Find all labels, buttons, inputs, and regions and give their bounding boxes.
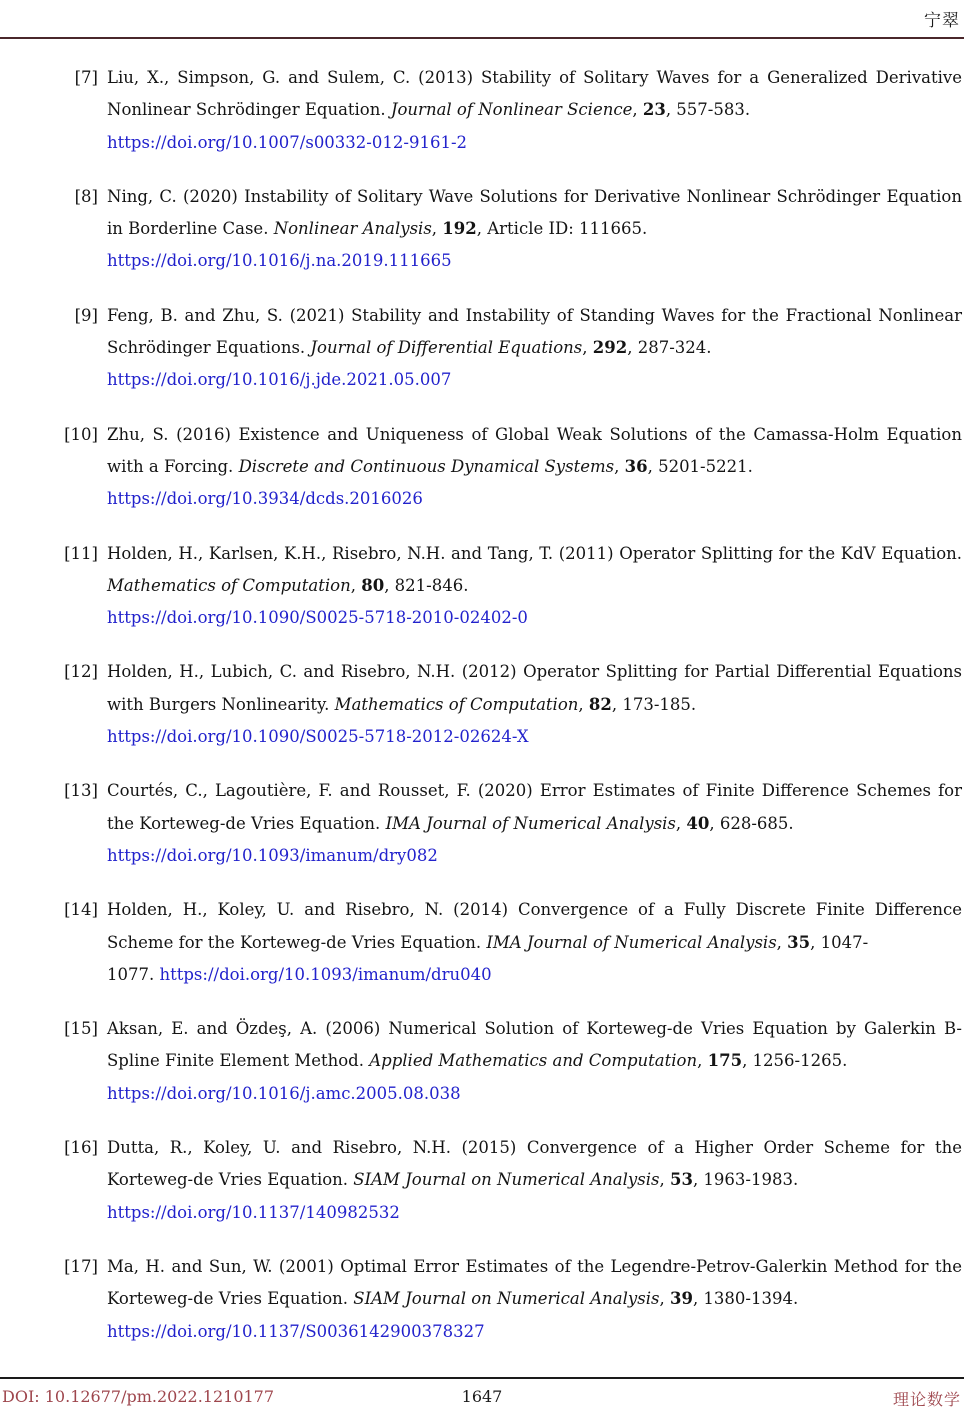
reference-text-segment: , 173-185. — [611, 694, 697, 714]
reference-text-segment: Holden, H., Koley, U. and Risebro, N. (2014) Convergence of a Fully Discrete Finite Difference Scheme for the Korteweg-de Vries Equation. — [107, 900, 962, 952]
page-footer — [0, 1385, 964, 1414]
reference-text-segment: 23 — [642, 100, 666, 120]
reference-text-segment: , 5201-5221. — [647, 456, 753, 476]
reference-text — [107, 419, 962, 516]
reference-text-segment: IMA Journal of Numerical Analysis — [486, 932, 777, 952]
reference-text-segment: , — [776, 932, 788, 952]
reference-text — [107, 538, 962, 635]
reference-item — [54, 181, 962, 278]
reference-label: [15] — [64, 1019, 98, 1039]
reference-text-segment: Nonlinear Analysis — [273, 219, 432, 239]
reference-text-segment: Ma, H. and Sun, W. (2001) Optimal Error Estimates of the Legendre-Petrov-Galerkin Method for the Korteweg-de Vries Equation. — [107, 1256, 962, 1309]
reference-label: [13] — [64, 781, 98, 801]
reference-item — [54, 1132, 962, 1229]
reference-text-segment: Mathematics of Computation — [107, 575, 351, 595]
reference-text-segment: Liu, X., Simpson, G. and Sulem, C. (2013) Stability of Solitary Waves for a Generalized Derivative Nonlinear Schrödinger Equation. — [107, 68, 962, 120]
reference-text-segment: Zhu, S. (2016) Existence and Uniqueness of Global Weak Solutions of the Camassa-Holm Equation with a Forcing. — [107, 424, 962, 476]
reference-text-segment: 40 — [686, 813, 710, 833]
reference-text-segment: , 628-685. — [709, 813, 794, 833]
doi-link[interactable]: https://doi.org/10.1093/imanum/dry082 — [107, 845, 438, 865]
reference-text — [107, 656, 962, 753]
reference-item — [54, 656, 962, 753]
reference-text-segment: , 821-846. — [384, 575, 469, 595]
reference-item — [54, 775, 962, 872]
reference-text-segment: , 1256-1265. — [742, 1051, 848, 1071]
reference-text — [107, 775, 962, 872]
reference-label: [14] — [64, 900, 98, 920]
reference-label: [10] — [64, 424, 98, 444]
reference-text-segment: Ning, C. (2020) Instability of Solitary Wave Solutions for Derivative Nonlinear Schrödinger Equation in Borderline Case. — [107, 186, 962, 239]
doi-link[interactable]: https://doi.org/10.3934/dcds.2016026 — [107, 489, 423, 509]
reference-text-segment: Dutta, R., Koley, U. and Risebro, N.H. (2015) Convergence of a Higher Order Scheme for the Korteweg-de Vries Equation. — [107, 1138, 962, 1190]
running-head-author: 宁翠 — [924, 11, 960, 31]
reference-text-segment: , — [578, 694, 589, 714]
reference-text-segment: SIAM Journal on Numerical Analysis — [353, 1170, 660, 1190]
reference-text-segment: Applied Mathematics and Computation — [369, 1051, 698, 1071]
reference-label: [9] — [74, 305, 98, 325]
reference-text-segment: , — [614, 456, 625, 476]
reference-text-segment: 39 — [669, 1289, 693, 1309]
reference-text-segment: , Article ID: 111665. — [476, 219, 648, 239]
reference-text-segment: , 1047- — [810, 932, 869, 952]
reference-text-segment: Holden, H., Karlsen, K.H., Risebro, N.H. and Tang, T. (2011) Operator Splitting for the KdV Equation. — [107, 543, 962, 563]
reference-text-segment: , 557-583. — [665, 100, 751, 120]
reference-text-segment: , — [431, 219, 443, 239]
reference-text-segment: 175 — [707, 1051, 743, 1071]
reference-text-segment: Journal of Differential Equations — [310, 338, 583, 358]
reference-text-segment: , 1380-1394. — [692, 1289, 799, 1309]
reference-item — [54, 1251, 962, 1348]
doi-link[interactable]: https://doi.org/10.1137/140982532 — [107, 1202, 400, 1222]
reference-text-segment: , 287-324. — [627, 338, 712, 358]
reference-text — [107, 181, 962, 278]
reference-label: [16] — [64, 1138, 98, 1158]
reference-item — [54, 419, 962, 516]
reference-text-segment: , — [697, 1051, 708, 1071]
reference-text — [107, 1013, 962, 1110]
reference-text-segment: 36 — [624, 456, 648, 476]
reference-item — [54, 894, 962, 991]
doi-link[interactable]: https://doi.org/10.1016/j.na.2019.111665 — [107, 251, 452, 271]
reference-text — [107, 300, 962, 397]
reference-text-segment: 192 — [442, 219, 477, 239]
reference-item — [54, 1013, 962, 1110]
reference-text-segment: , — [659, 1170, 670, 1190]
reference-item — [54, 300, 962, 397]
reference-text-segment: 80 — [361, 575, 385, 595]
doi-link[interactable]: https://doi.org/10.1016/j.amc.2005.08.038 — [107, 1083, 461, 1103]
reference-text-segment: , — [632, 100, 643, 120]
doi-link[interactable]: https://doi.org/10.1016/j.jde.2021.05.007 — [107, 370, 452, 390]
reference-text-segment: 35 — [787, 932, 811, 952]
reference-item — [54, 62, 962, 159]
reference-text-segment: Journal of Nonlinear Science — [390, 100, 633, 120]
footer-rule — [0, 1377, 964, 1379]
reference-text-segment: , — [350, 575, 362, 595]
reference-text — [107, 1251, 962, 1348]
footer-page-number: 1647 — [461, 1387, 503, 1406]
doi-link[interactable]: https://doi.org/10.1093/imanum/dru040 — [159, 964, 492, 984]
reference-text-segment: 1077. — [107, 964, 160, 984]
reference-text-segment: Courtés, C., Lagoutière, F. and Rousset, F. (2020) Error Estimates of Finite Difference Schemes for the Korteweg-de Vries Equation. — [107, 781, 962, 833]
doi-link[interactable]: https://doi.org/10.1090/S0025-5718-2012-02624-X — [107, 727, 529, 747]
reference-text-segment: Discrete and Continuous Dynamical Systems — [238, 456, 615, 476]
doi-link[interactable]: https://doi.org/10.1137/S0036142900378327 — [107, 1321, 485, 1341]
reference-text-segment: IMA Journal of Numerical Analysis — [385, 813, 676, 833]
reference-text-segment: 82 — [588, 694, 612, 714]
reference-text-segment: 292 — [592, 338, 628, 358]
reference-label: [11] — [64, 543, 98, 563]
reference-list — [54, 62, 962, 1370]
reference-text-segment: Aksan, E. and Özdeş, A. (2006) Numerical Solution of Korteweg-de Vries Equation by Galerkin B-Spline Finite Element Method. — [107, 1019, 962, 1071]
reference-item — [54, 538, 962, 635]
reference-label: [8] — [74, 186, 98, 206]
reference-text-segment: , — [675, 813, 687, 833]
reference-text-segment: Mathematics of Computation — [334, 694, 579, 714]
reference-text — [107, 1132, 962, 1229]
doi-link[interactable]: https://doi.org/10.1090/S0025-5718-2010-02402-0 — [107, 608, 528, 628]
reference-text-segment: , — [659, 1289, 670, 1309]
reference-text-segment: SIAM Journal on Numerical Analysis — [353, 1289, 660, 1309]
reference-text-segment: , — [582, 338, 593, 358]
reference-text-segment: Holden, H., Lubich, C. and Risebro, N.H. (2012) Operator Splitting for Partial Differential Equations with Burgers Nonlinearity. — [107, 662, 962, 714]
reference-label: [12] — [64, 662, 98, 682]
header-rule — [0, 37, 964, 39]
reference-text — [107, 894, 962, 991]
reference-label: [17] — [64, 1256, 98, 1276]
reference-text-segment: 53 — [669, 1170, 693, 1190]
footer-doi: DOI: 10.12677/pm.2022.1210177 — [2, 1387, 275, 1406]
reference-text — [107, 62, 962, 159]
reference-text-segment: Feng, B. and Zhu, S. (2021) Stability and Instability of Standing Waves for the Fractional Nonlinear Schrödinger Equations. — [107, 305, 962, 358]
reference-text-segment: , 1963-1983. — [692, 1170, 799, 1190]
doi-link[interactable]: https://doi.org/10.1007/s00332-012-9161-2 — [107, 132, 468, 152]
footer-journal-name: 理论数学 — [892, 1390, 961, 1409]
reference-label: [7] — [74, 68, 98, 87]
